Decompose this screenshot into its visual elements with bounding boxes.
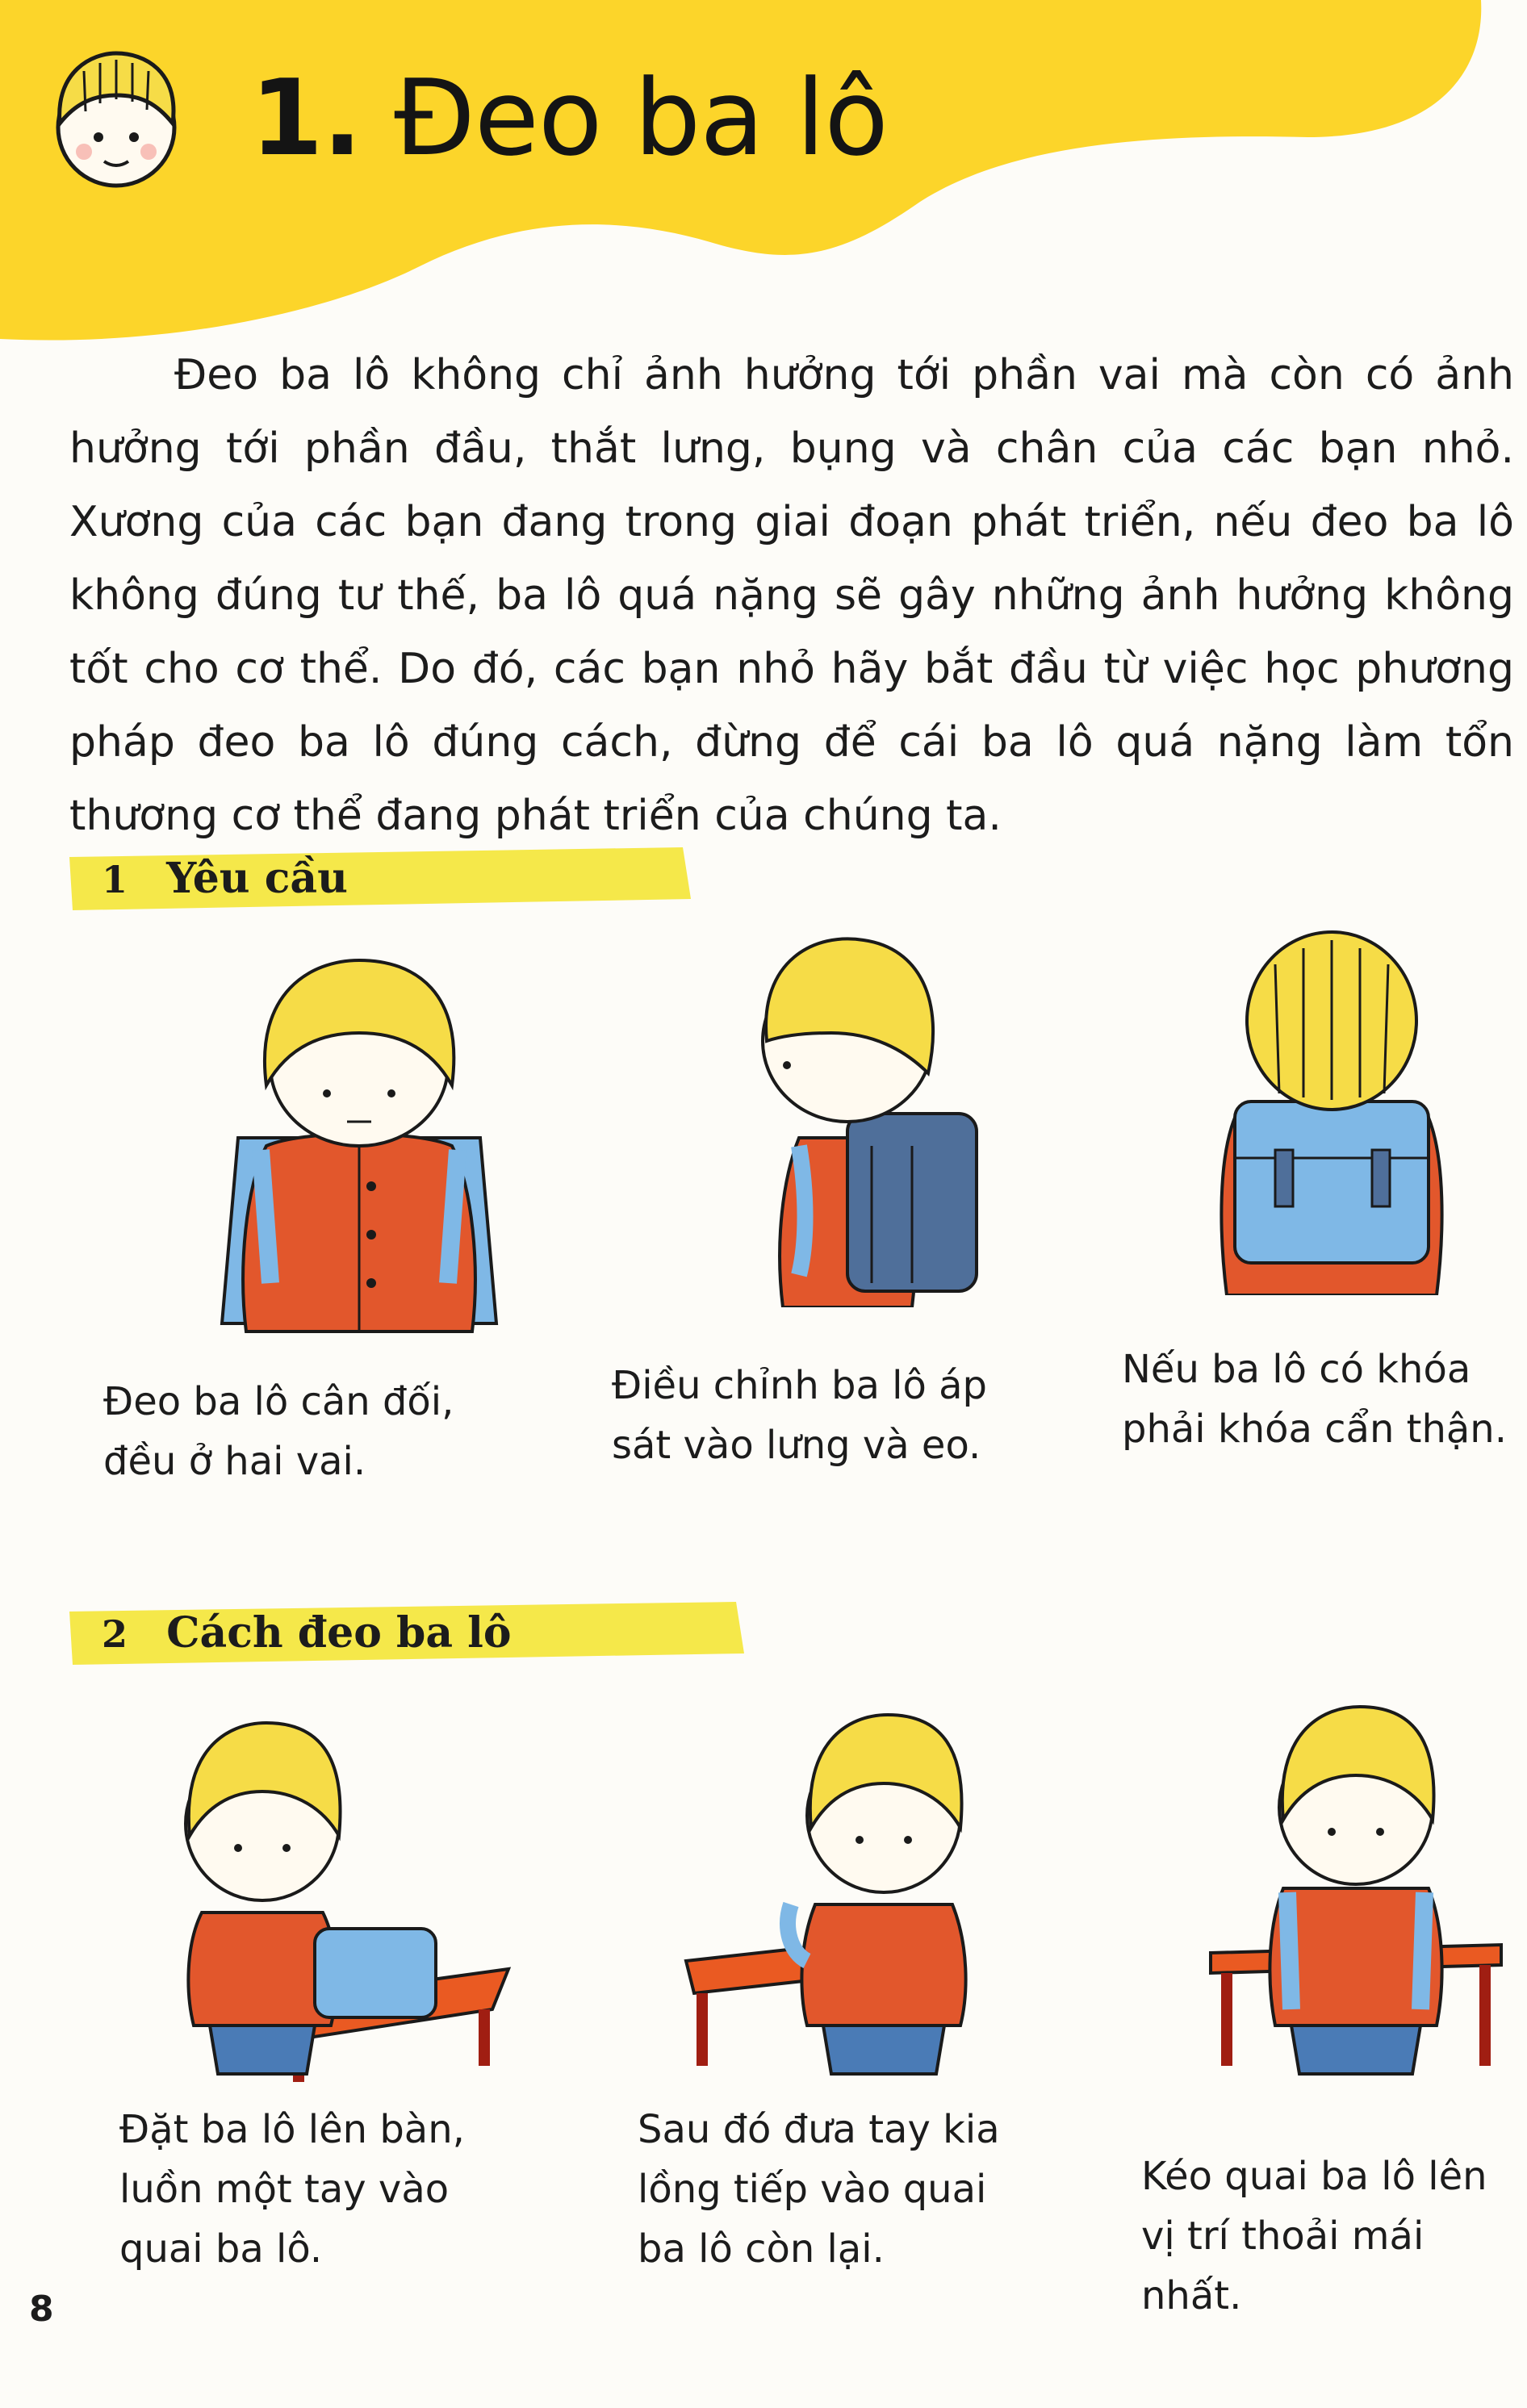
intro-paragraph: Đeo ba lô không chỉ ảnh hưởng tới phần vai mà còn có ảnh hưởng tới phần đầu, thắt lưng, bụng và chân của các bạn nhỏ. Xương của các bạn đang trong giai đoạn phát triển, nếu đeo ba lô không đúng tư thế, ba lô quá nặng sẽ gây những ảnh hưởng không tốt cho cơ thể. Do đó, các bạn nhỏ hãy bắt đầu từ việc học phương pháp đeo ba lô đúng cách, đừng để cái ba lô quá nặng làm tổn thương cơ thể đang phát triển của chúng ta. (69, 351, 1514, 840)
caption-balance: Đeo ba lô cân đối, đều ở hai vai. (103, 1379, 454, 1484)
caption-adjust: Điều chỉnh ba lô áp sát vào lưng và eo. (612, 1363, 987, 1468)
section-header-requirements (69, 847, 691, 910)
boy-face-icon (36, 39, 197, 200)
boy-side-backpack-icon (686, 904, 1025, 1307)
boy-back-backpack-icon (1162, 892, 1501, 1295)
header-background (0, 0, 1527, 371)
section-number: 2 (102, 1612, 128, 1656)
boy-front-backpack-icon (190, 944, 529, 1348)
section-header-how-to (69, 1602, 744, 1665)
boy-adjust-straps-icon (1194, 1687, 1517, 2090)
caption-step-1: Đặt ba lô lên bàn, luồn một tay vào quai ba lô. (119, 2107, 465, 2272)
boy-second-strap-icon (670, 1687, 1041, 2090)
section-label: Yêu cầu (166, 854, 348, 903)
caption-lock: Nếu ba lô có khóa phải khóa cẩn thận. (1122, 1347, 1507, 1452)
section-title (102, 854, 348, 903)
caption-step-2: Sau đó đưa tay kia lồng tiếp vào quai ba lô còn lại. (638, 2107, 1000, 2272)
section-number: 1 (102, 858, 128, 901)
page-title (250, 56, 888, 179)
title-number: 1. (250, 56, 362, 179)
boy-bag-on-table-icon (145, 1687, 517, 2090)
page-number: 8 (29, 2289, 54, 2330)
section-title (102, 1608, 512, 1658)
caption-step-3: Kéo quai ba lô lên vị trí thoải mái nhất. (1141, 2154, 1487, 2318)
title-text: Đeo ba lô (394, 56, 888, 179)
section-label: Cách đeo ba lô (166, 1608, 512, 1658)
